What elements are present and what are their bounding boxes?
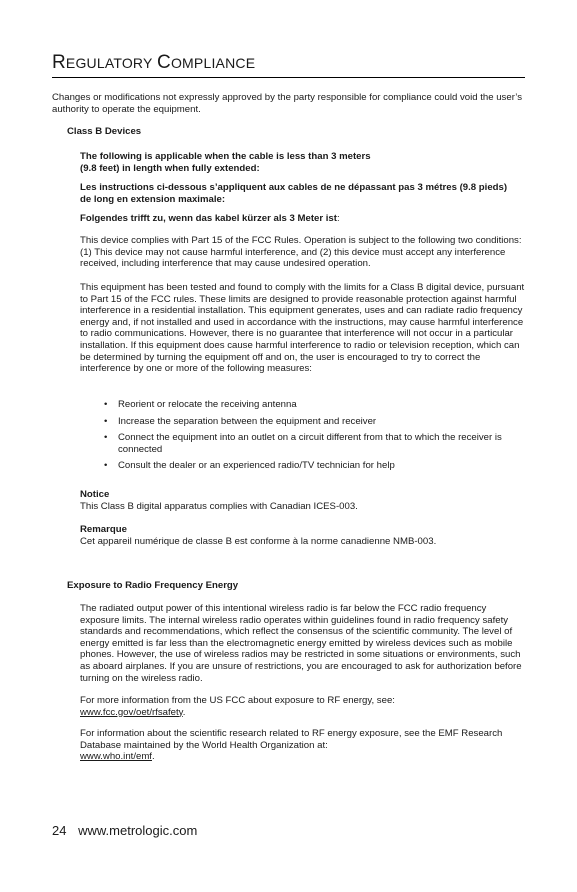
bullet-icon: • xyxy=(104,399,108,410)
class-b-heading: Class B Devices xyxy=(67,126,142,137)
remarque-heading: Remarque xyxy=(80,524,127,535)
footer-website: www.metrologic.com xyxy=(78,823,198,838)
class-b-english-heading: The following is applicable when the cable is less than 3 meters (9.8 feet) in length when fully extended: xyxy=(80,151,371,174)
bullet-icon: • xyxy=(104,415,108,427)
remarque-text: Cet appareil numérique de classe B est conforme à la norme canadienne NMB-003. xyxy=(80,535,437,547)
list-item: • Reorient or relocate the receiving antenna xyxy=(104,399,297,410)
page-number: 24 xyxy=(52,823,67,838)
fcc-class-b-paragraph: This equipment has been tested and found to comply with the limits for a Class B digital device, pursuant to Part 15 of the FCC rules. These limits are designed to provide reasonable protection against harmful interference in a residential installation. This equipment generates, uses and can radiate radio frequency energy and, if not installed and used in accordance with the instructions, may cause harmful interference to radio communications. However, there is no guarantee that interference will not occur in a particular installation. If this equipment does cause harmful interference to radio or television reception, which can be determined by turning the equipment off and on, the user is encouraged to try to correct the interference by one or more of the following measures: xyxy=(80,282,525,375)
bullet-icon: • xyxy=(104,432,108,444)
list-item: • Connect the equipment into an outlet on a circuit different from that to which the receiver is connected xyxy=(104,432,502,455)
who-emf-link[interactable]: www.who.int/emf xyxy=(80,751,152,763)
notice-text: This Class B digital apparatus complies with Canadian ICES-003. xyxy=(80,500,358,512)
notice-heading: Notice xyxy=(80,489,110,500)
interference-measures-list xyxy=(104,399,524,477)
fcc-info-paragraph: For more information from the US FCC about exposure to RF energy, see: www.fcc.gov/oet/rfsafety. xyxy=(80,695,395,718)
list-item: • Consult the dealer or an experienced radio/TV technician for help xyxy=(104,460,395,472)
class-b-french-heading: Les instructions ci-dessous s’appliquent aux cables de ne dépassant pas 3 métres (9.8 pieds) de long en extension maximale: xyxy=(80,182,508,205)
intro-paragraph: Changes or modifications not expressly approved by the party responsible for compliance could void the user’s authority to operate the equipment. xyxy=(52,92,522,115)
fcc-rfsafety-link[interactable]: www.fcc.gov/oet/rfsafety xyxy=(80,706,183,718)
notice-block xyxy=(80,489,525,512)
rf-exposure-heading: Exposure to Radio Frequency Energy xyxy=(67,580,239,591)
remarque-block xyxy=(80,524,525,547)
fcc-part15-paragraph: This device complies with Part 15 of the FCC Rules. Operation is subject to the following two conditions: (1) This device may not cause harmful interference, and (2) this device must accept any interference received, including interference that may cause undesired operation. xyxy=(80,235,522,270)
bullet-icon: • xyxy=(104,460,108,472)
rf-exposure-paragraph: The radiated output power of this intentional wireless radio is far below the FCC radio frequency exposure limits. The internal wireless radio operates within guidelines found in radio frequency safety standards and recommendations, which reflect the consensus of the scientific community. The level of energy emitted is far less than the electromagnetic energy emitted by wireless devices such as mobile phones. However, the use of wireless radios may be restricted in some situations or environments, such as aboard airplanes. If you are unsure of restrictions, you are encouraged to ask for authorization before turning on the wireless radio. xyxy=(80,603,522,684)
class-b-german-heading: Folgendes trifft zu, wenn das kabel kürzer als 3 Meter ist: xyxy=(80,213,340,224)
page-title: REGULATORY COMPLIANCE xyxy=(52,52,525,78)
who-info-paragraph: For information about the scientific research related to RF energy exposure, see the EMF Research Database maintained by the World Health Organization at: www.who.int/emf. xyxy=(80,728,503,763)
page-footer xyxy=(52,823,197,838)
list-item: • Increase the separation between the equipment and receiver xyxy=(104,415,377,427)
